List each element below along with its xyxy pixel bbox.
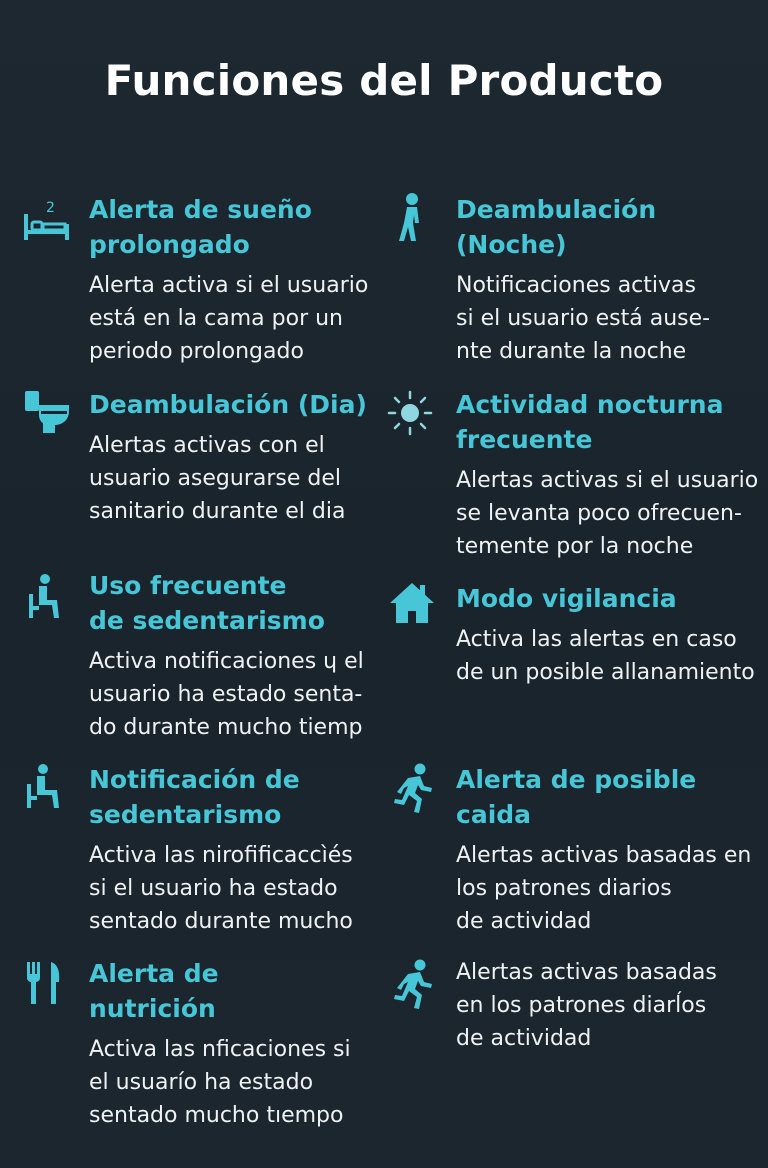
house-icon bbox=[386, 577, 438, 629]
feature-description: Activa las alertas en caso de un posible allanamiento bbox=[456, 627, 755, 685]
feature-night-wandering bbox=[456, 192, 761, 368]
feature-description: Alertas activas basadas en los patrones diarĺos de actividad bbox=[456, 960, 717, 1051]
feature-title: Alerta de posible caida bbox=[456, 765, 697, 829]
feature-description: Activa las nficaciones si el usuarío ha estado sentado mucho tıempo bbox=[89, 1037, 351, 1128]
feature-description: Activa las nirofificaccìés si el usuario ha estado sentado durante mucho bbox=[89, 843, 353, 934]
fork-knife-icon bbox=[21, 958, 73, 1010]
feature-sedentary-notification bbox=[89, 762, 379, 938]
walking-person-icon bbox=[386, 192, 438, 244]
feature-title: Alerta de sueño prolongado bbox=[89, 195, 312, 259]
seated-person-icon bbox=[19, 572, 71, 624]
feature-description: Alertas activas con el usuario asegurarse del sanitario durante el dia bbox=[89, 433, 346, 524]
feature-description: Alertas activas si el usuario se levanta poco ofrecuen- temente por la noche bbox=[456, 468, 759, 559]
feature-surveillance-mode bbox=[456, 581, 761, 689]
feature-day-wandering bbox=[89, 387, 379, 528]
running-person-icon bbox=[386, 958, 438, 1010]
svg-text:2: 2 bbox=[46, 200, 55, 216]
feature-title: Uso frecuente de sedentarismo bbox=[89, 571, 325, 635]
feature-description: Activa notificaciones ɥ el usuario ha estado senta- do durante mucho tiemp bbox=[89, 649, 364, 740]
feature-fall-alert bbox=[456, 762, 761, 938]
feature-frequent-sedentary bbox=[89, 568, 379, 744]
toilet-icon bbox=[21, 387, 73, 439]
page-title: Funciones del Producto bbox=[104, 56, 664, 105]
feature-description: Notificaciones activas si el usuario está ause- nte durante la noche bbox=[456, 273, 711, 364]
feature-title: Deambulación (Noche) bbox=[456, 195, 657, 259]
bed-icon bbox=[21, 194, 73, 246]
feature-title: Modo vigilancia bbox=[456, 584, 677, 613]
sun-icon bbox=[384, 387, 436, 439]
feature-title: Actividad nocturna frecuente bbox=[456, 390, 724, 454]
feature-activity-pattern-alert bbox=[456, 956, 761, 1055]
feature-title: Deambulación (Dia) bbox=[89, 390, 367, 419]
feature-sleep-alert bbox=[46, 192, 379, 368]
feature-frequent-night-activity bbox=[456, 387, 761, 563]
feature-title: Notificación de sedentarismo bbox=[89, 765, 300, 829]
feature-title: Alerta de nutrición bbox=[89, 959, 219, 1023]
feature-description: Alerta activa si el usuario está en la cama por un periodo prolongado bbox=[89, 273, 369, 364]
feature-description: Alertas activas basadas en los patrones diarios de actividad bbox=[456, 843, 752, 934]
seated-person-icon bbox=[21, 762, 73, 814]
feature-nutrition-alert bbox=[89, 956, 379, 1132]
running-person-icon bbox=[386, 762, 438, 814]
